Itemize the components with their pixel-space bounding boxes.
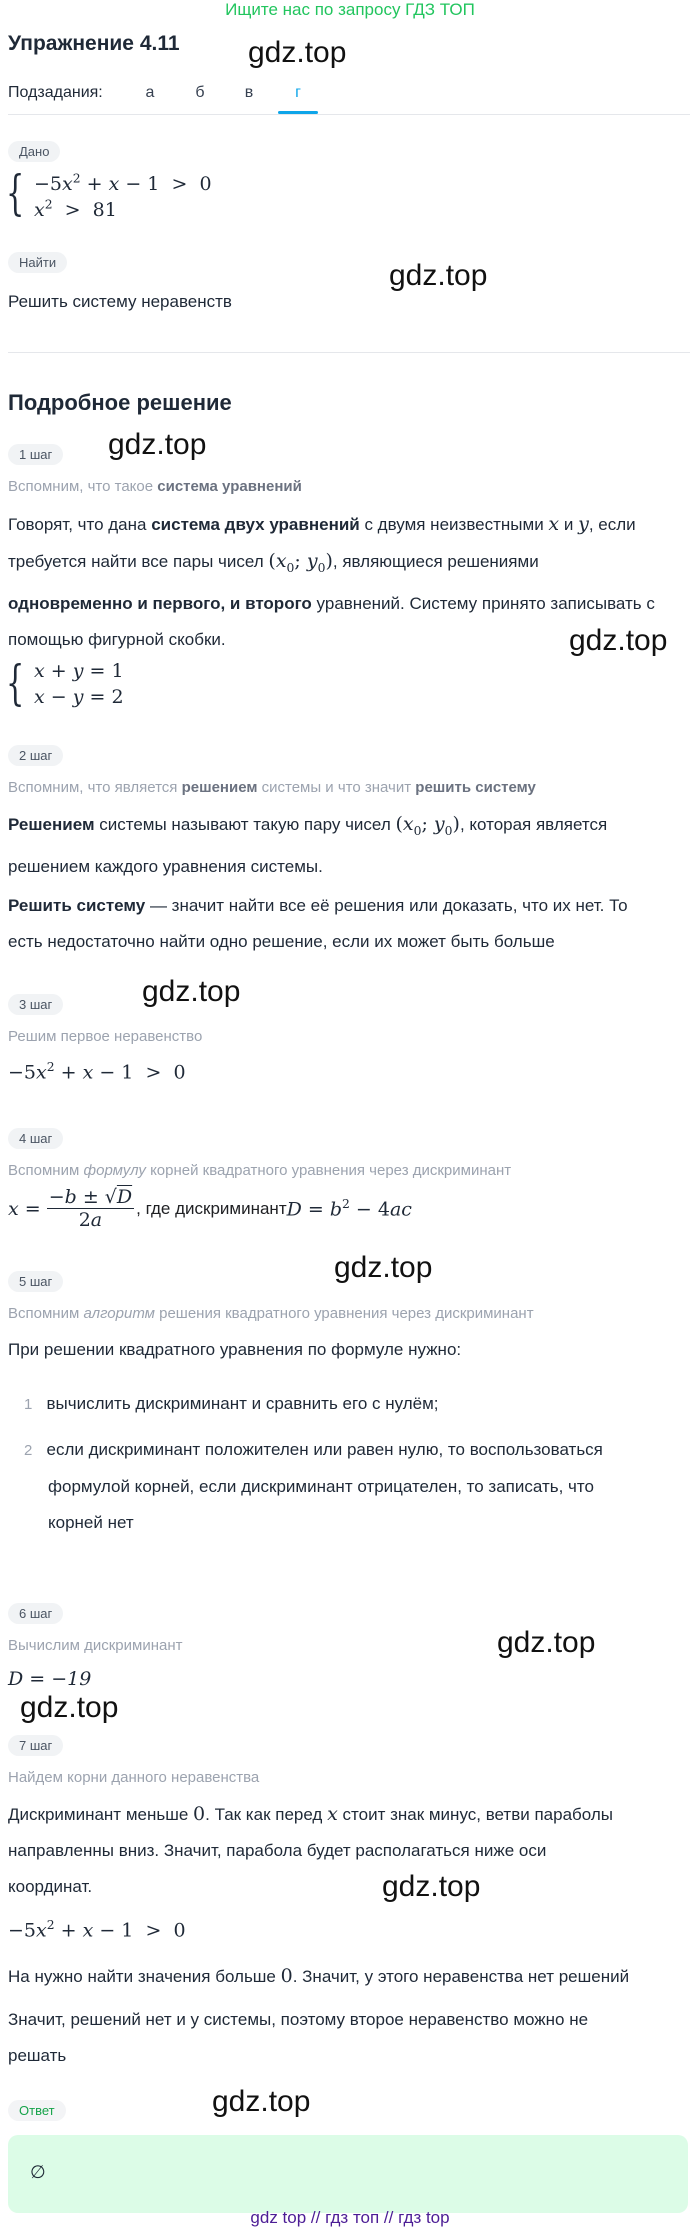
tabs-divider: [8, 114, 690, 115]
answer-box: [8, 2135, 688, 2213]
step-7-chip: 7 шаг: [8, 1735, 63, 1756]
footer-links[interactable]: gdz top // гдз топ // гдз top: [250, 2208, 450, 2227]
example-eq-1: x + y = 1: [34, 660, 124, 682]
tab-b[interactable]: б: [195, 84, 205, 101]
tab-v[interactable]: в: [244, 84, 254, 101]
given-inequality-2: $x^2 > 81$: [34, 198, 117, 222]
active-tab-indicator: [278, 111, 318, 114]
step-6-hint: Вычислим дискриминант: [8, 1637, 183, 1654]
quadratic-formula: x = $\frac{-b \pm √D}{2a}$ , где дискриминант $D = b^2 - 4ac$: [8, 1186, 412, 1231]
step-7-paragraph-2: На нужно найти значения больше 0. Значит, у этого неравенства нет решений: [8, 1965, 630, 1987]
step-3-inequality: $-5x^2 + x - 1 > 0$: [8, 1060, 186, 1084]
step-2-hint: Вспомним, что является решением системы и что значит решить систему: [8, 779, 536, 796]
promo-banner[interactable]: Ищите нас по запросу ГДЗ ТОП: [225, 0, 475, 19]
step-1-paragraph: Говорят, что дана система двух уравнений с двумя неизвестными x и y, если требуется найти все пары чисел ($x_0$; $y_0$), являющиеся решениями одновременно и первого, и второго уравнений. Систему принято записывать с помощью фигурной скобки.: [8, 513, 655, 649]
step-4-hint: Вспомним формулу корней квадратного уравнения через дискриминант: [8, 1162, 512, 1179]
step-6-chip: 6 шаг: [8, 1603, 63, 1624]
step-5-chip: 5 шаг: [8, 1271, 63, 1292]
system-brace-example: {: [6, 655, 25, 711]
watermark: gdz.top: [569, 624, 668, 657]
watermark: gdz.top: [212, 2085, 311, 2118]
solution-title: Подробное решение: [8, 390, 232, 415]
given-inequality-1: $-5x^2 + x - 1 > 0$: [34, 172, 212, 196]
step-3-chip: 3 шаг: [8, 994, 63, 1015]
step-7-hint: Найдем корни данного неравенства: [8, 1769, 260, 1786]
tab-a[interactable]: а: [145, 84, 155, 101]
step-7-inequality: $-5x^2 + x - 1 > 0$: [8, 1918, 186, 1942]
watermark: gdz.top: [389, 259, 488, 292]
step-5-intro: При решении квадратного уравнения по формуле нужно:: [8, 1340, 462, 1359]
system-brace: {: [6, 165, 25, 221]
tab-g[interactable]: г: [295, 84, 301, 101]
list-item: 1 вычислить дискриминант и сравнить его с нулём;: [24, 1394, 439, 1413]
page-title: Упражнение 4.11: [8, 32, 180, 55]
step-2-paragraph-1: Решением системы называют такую пару чисел ($x_0$; $y_0$), которая является решением каждого уравнения системы.: [8, 813, 608, 876]
answer-value: ∅: [30, 2162, 46, 2183]
discriminant-value: D = −19: [8, 1668, 92, 1690]
example-eq-2: x − y = 2: [34, 686, 124, 708]
watermark: gdz.top: [20, 1691, 119, 1724]
watermark: gdz.top: [497, 1626, 596, 1659]
step-2-chip: 2 шаг: [8, 745, 63, 766]
watermark: gdz.top: [108, 428, 207, 461]
watermark: gdz.top: [142, 975, 241, 1008]
step-4-chip: 4 шаг: [8, 1128, 63, 1149]
step-7-paragraph-1: Дискриминант меньше 0. Так как перед x стоит знак минус, ветви параболы направленны вниз. Значит, парабола будет располагаться ниже оси координат.: [8, 1803, 613, 1896]
step-2-paragraph-2: Решить систему — значит найти все её решения или доказать, что их нет. То есть недостаточно найти одно решение, если их может быть больше: [8, 896, 628, 951]
find-chip: Найти: [8, 252, 67, 273]
watermark: gdz.top: [382, 1870, 481, 1903]
step-1-chip: 1 шаг: [8, 444, 63, 465]
step-3-hint: Решим первое неравенство: [8, 1028, 203, 1045]
watermark: gdz.top: [334, 1251, 433, 1284]
list-item: 2 если дискриминант положителен или равен нулю, то воспользоваться формулой корней, если дискриминант отрицателен, то записать, что корней нет: [24, 1440, 603, 1532]
answer-chip: Ответ: [8, 2100, 66, 2121]
section-divider: [8, 352, 690, 353]
step-5-hint: Вспомним алгоритм решения квадратного уравнения через дискриминант: [8, 1305, 534, 1322]
given-chip: Дано: [8, 141, 60, 162]
step-7-paragraph-3: Значит, решений нет и у системы, поэтому второе неравенство можно не решать: [8, 2010, 589, 2065]
step-1-hint: Вспомним, что такое система уравнений: [8, 478, 302, 495]
watermark: gdz.top: [248, 36, 347, 69]
find-text: Решить систему неравенств: [8, 292, 232, 311]
subtasks-label: Подзадания:: [8, 84, 103, 101]
